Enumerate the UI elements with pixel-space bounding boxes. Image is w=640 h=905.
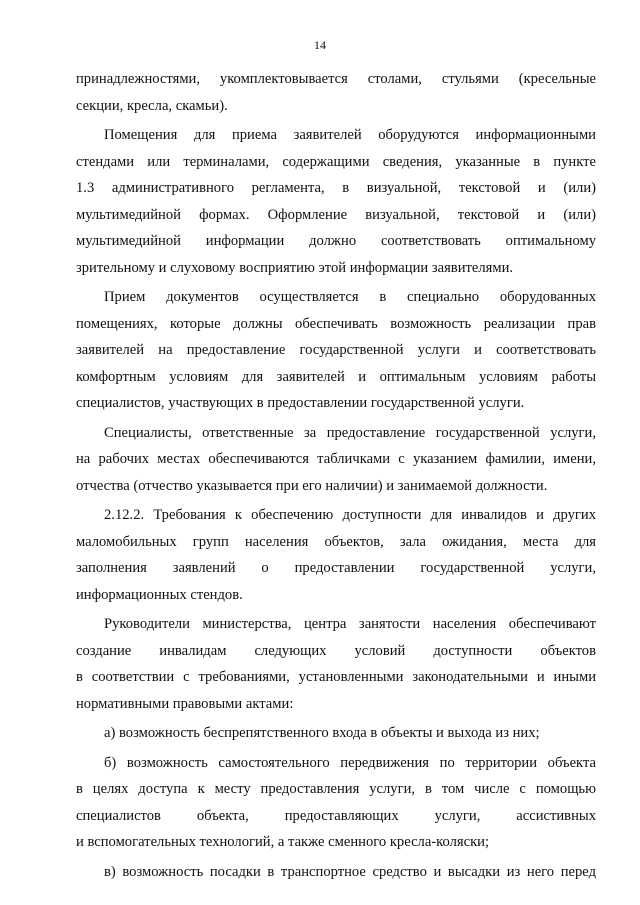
text-line: Помещения для приема заявителей оборудуются информационными xyxy=(104,127,596,143)
text-line: зрительному и слуховому восприятию этой информации заявителями. xyxy=(76,259,514,276)
text-line: нормативными правовыми актами: xyxy=(76,695,294,712)
list-item-a xyxy=(76,720,596,747)
text-line: информационных стендов. xyxy=(76,586,243,603)
paragraph-premises xyxy=(76,122,596,281)
text-line: секции, кресла, скамьи). xyxy=(76,97,228,114)
text-line: Руководители министерства, центра занятости населения обеспечивают xyxy=(104,616,596,632)
paragraph-continuation xyxy=(76,66,596,119)
text-line: создание инвалидам следующих условий доступности объектов xyxy=(76,642,596,659)
text-line: отчества (отчество указывается при его наличии) и занимаемой должности. xyxy=(76,477,548,494)
list-item-c xyxy=(76,859,596,886)
text-line: мультимедийной информации должно соответствовать оптимальному xyxy=(76,233,596,249)
text-line: принадлежностями, укомплектовывается столами, стульями (кресельные xyxy=(76,71,596,87)
text-line: маломобильных групп населения объектов, зала ожидания, места для xyxy=(76,533,596,550)
text-line: 2.12.2. Требования к обеспечению доступности для инвалидов и других xyxy=(104,507,596,523)
paragraph-specialists xyxy=(76,420,596,500)
paragraph-managers xyxy=(76,611,596,717)
text-line: на рабочих местах обеспечиваются табличками с указанием фамилии, имени, xyxy=(76,451,596,467)
list-item-b xyxy=(76,750,596,856)
text-line: заполнения заявлений о предоставлении государственной услуги, xyxy=(76,560,596,576)
text-line: специалистов объекта, предоставляющих услуги, ассистивных xyxy=(76,807,596,824)
text-line: в) возможность посадки в транспортное средство и высадки из него перед xyxy=(104,863,596,880)
text-line: б) возможность самостоятельного передвижения по территории объекта xyxy=(104,754,596,771)
text-line: комфортным условиям для заявителей и оптимальным условиям работы xyxy=(76,368,596,385)
text-line: 1.3 административного регламента, в визуальной, текстовой и (или) xyxy=(76,180,596,196)
paragraph-section-2-12-2 xyxy=(76,502,596,608)
text-line: заявителей на предоставление государственной услуги и соответствовать xyxy=(76,342,596,358)
page-number: 14 xyxy=(314,38,326,52)
text-line: стендами или терминалами, содержащими сведения, указанные в пункте xyxy=(76,153,596,170)
text-line: помещениях, которые должны обеспечивать возможность реализации прав xyxy=(76,315,596,332)
text-line: Прием документов осуществляется в специально оборудованных xyxy=(104,289,596,305)
document-body xyxy=(76,66,596,885)
text-line: в целях доступа к месту предоставления услуги, в том числе с помощью xyxy=(76,781,596,797)
text-line: Специалисты, ответственные за предоставление государственной услуги, xyxy=(104,424,596,441)
paragraph-document-reception xyxy=(76,284,596,417)
text-line: специалистов, участвующих в предоставлении государственной услуги. xyxy=(76,395,525,411)
text-line: а) возможность беспрепятственного входа в объекты и выхода из них; xyxy=(104,725,540,741)
text-line: в соответствии с требованиями, установленными законодательными и иными xyxy=(76,669,596,685)
text-line: мультимедийной формах. Оформление визуальной, текстовой и (или) xyxy=(76,206,596,223)
text-line: и вспомогательных технологий, а также сменного кресла-коляски; xyxy=(76,834,490,850)
